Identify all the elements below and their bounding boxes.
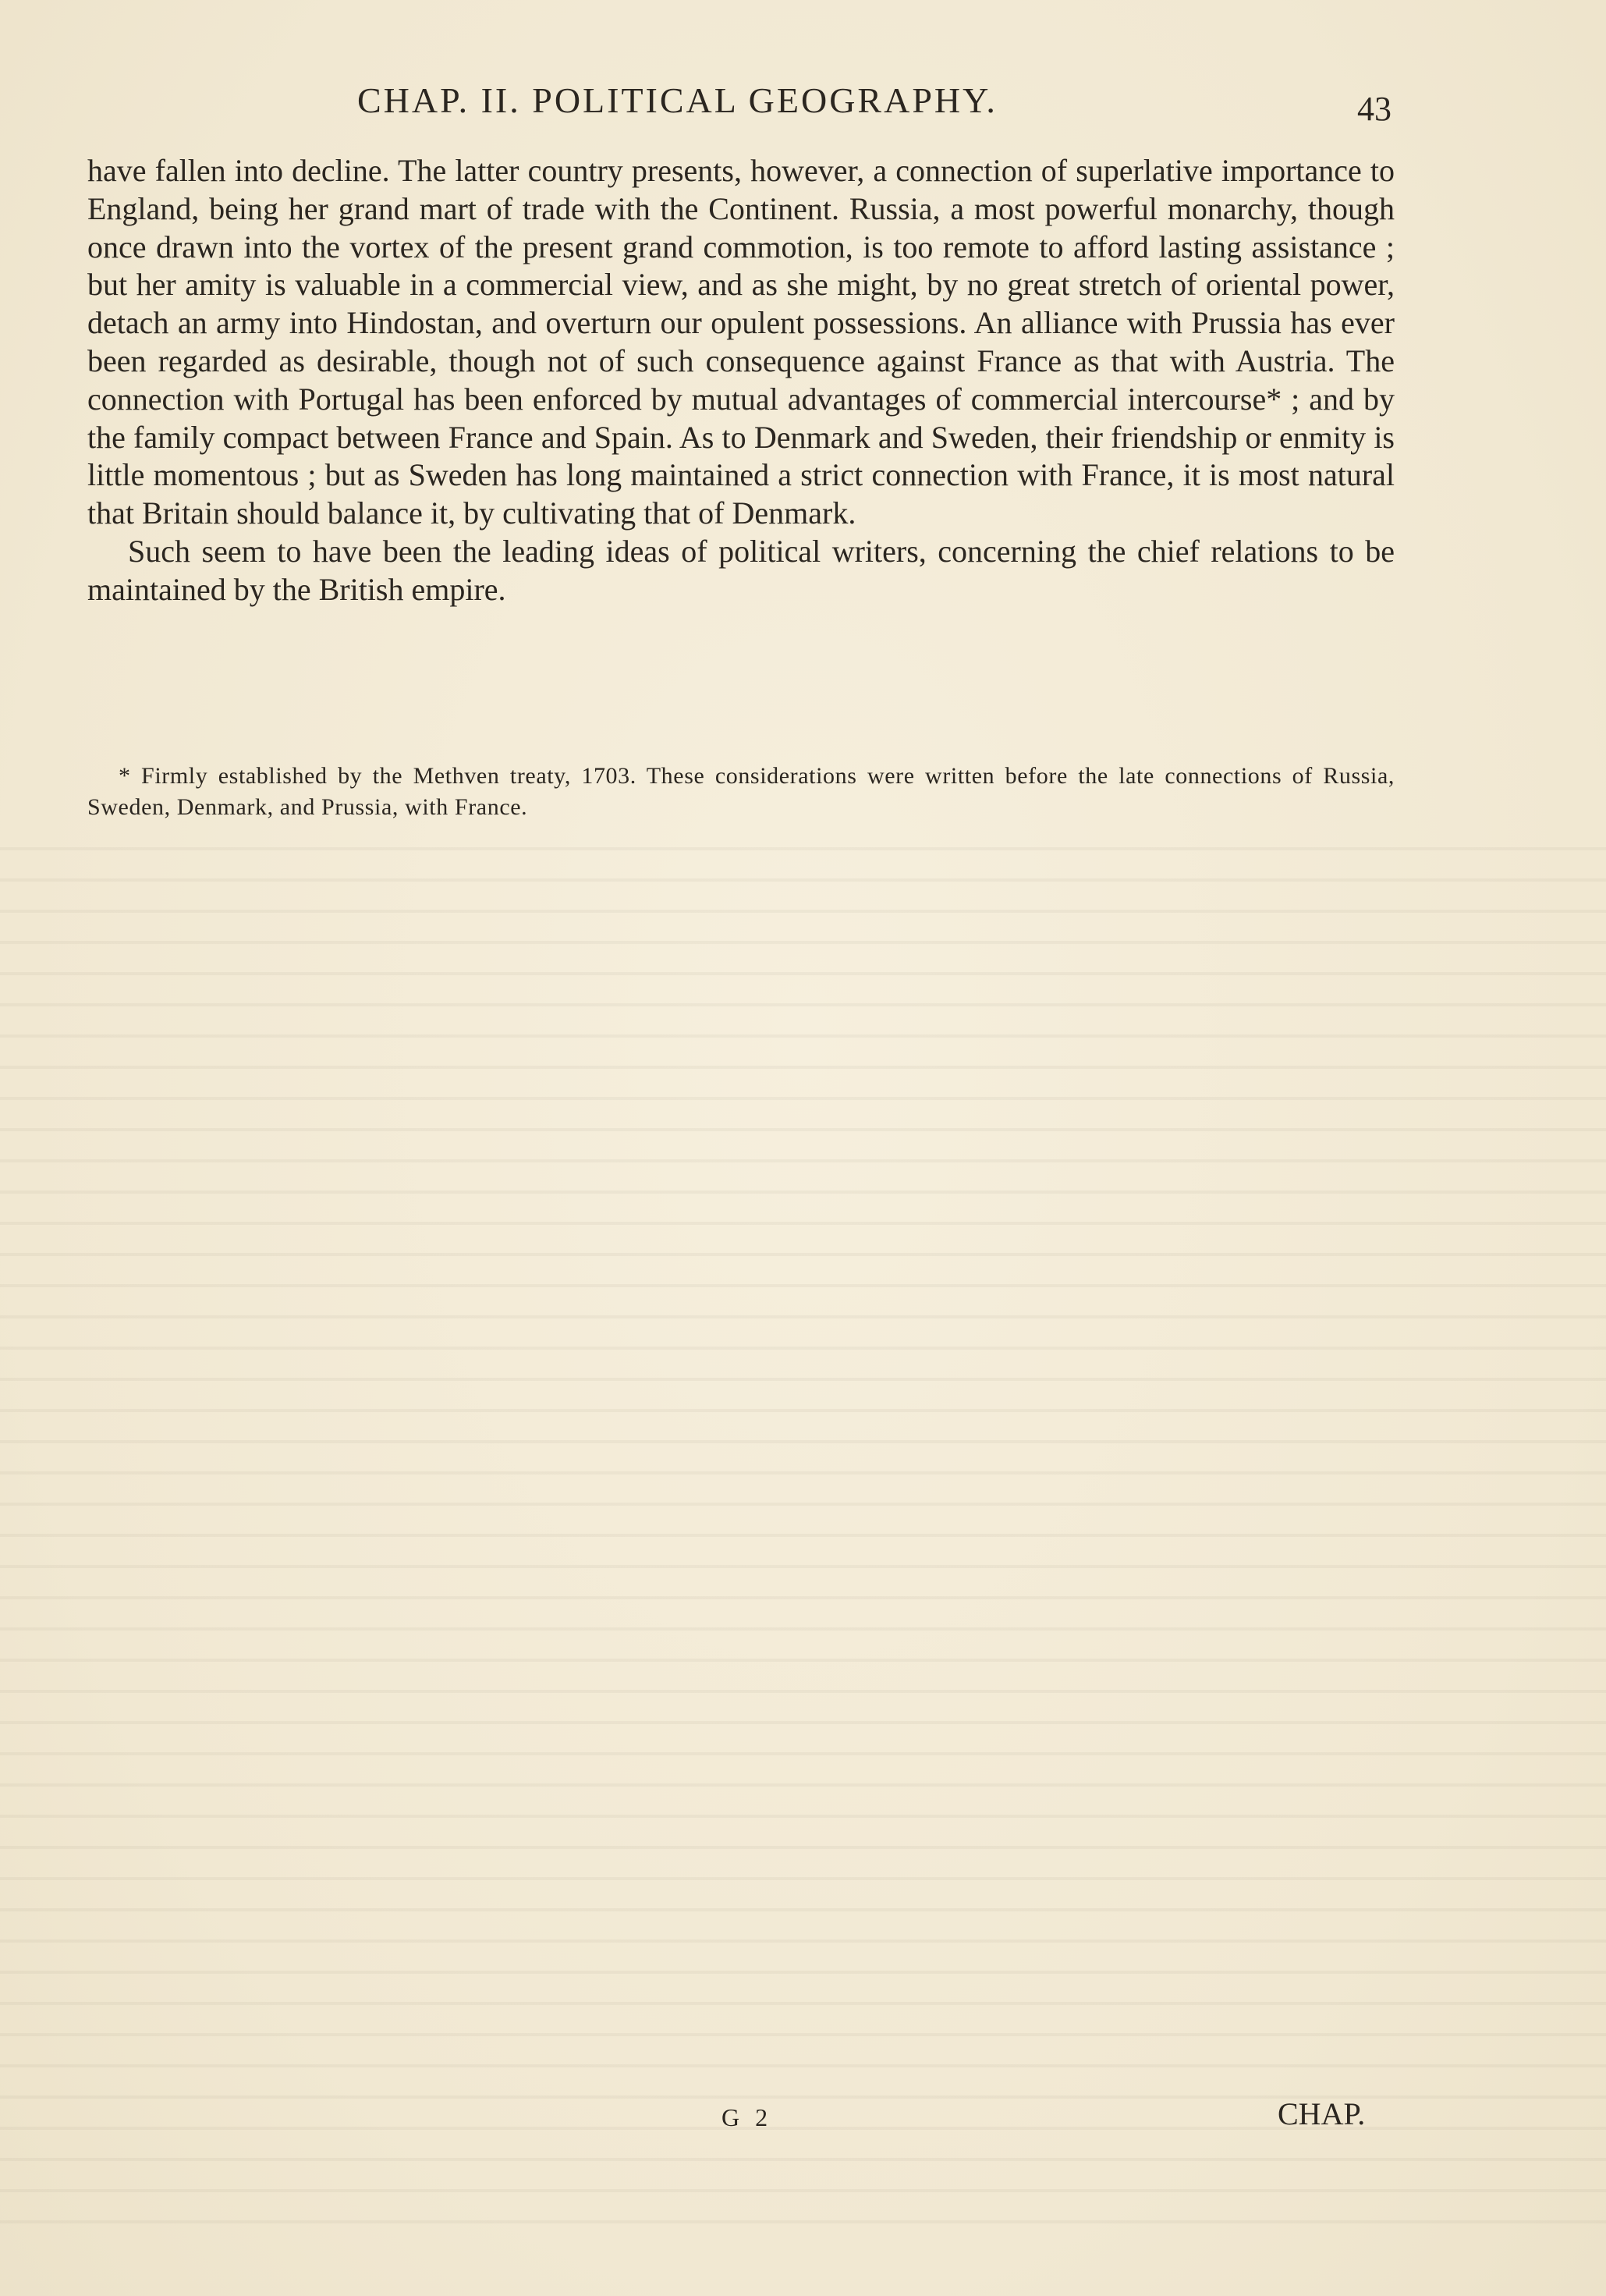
footnote (87, 761, 1395, 823)
paragraph-1: have fallen into decline. The latter country presents, however, a connection of superlative importance to England, being her grand mart of trade with the Continent. Russia, a most powerful monarchy, though once drawn into the vortex of the present grand commotion, is too remote to afford lasting assistance ; but her amity is valuable in a commercial view, and as she might, by no great stretch of oriental power, detach an army into Hindostan, and overturn our opulent possessions. An alliance with Prussia has ever been regarded as desirable, though not of such consequence against France as that with Austria. The connection with Portugal has been enforced by mutual advantages of commercial intercourse* ; and by the family compact between France and Spain. As to Denmark and Sweden, their friendship or enmity is little momentous ; but as Sweden has long maintained a strict connection with France, it is most natural that Britain should balance it, by cultivating that of Denmark. (87, 153, 1395, 531)
page-header (0, 72, 1606, 126)
running-head: CHAP. II. POLITICAL GEOGRAPHY. (357, 80, 998, 120)
footnote-text: * Firmly established by the Methven treaty, 1703. These considerations were written before the late connections of Russia, Sweden, Denmark, and Prussia, with France. (87, 763, 1395, 820)
show-through-texture (0, 819, 1606, 2223)
catchword: CHAP. (1278, 2096, 1366, 2131)
paragraph-2: Such seem to have been the leading ideas of political writers, concerning the chief relations to be maintained by the British empire. (87, 533, 1395, 607)
main-text (87, 152, 1395, 609)
printer-signature: G 2 (721, 2103, 773, 2131)
page-number: 43 (1357, 90, 1392, 128)
